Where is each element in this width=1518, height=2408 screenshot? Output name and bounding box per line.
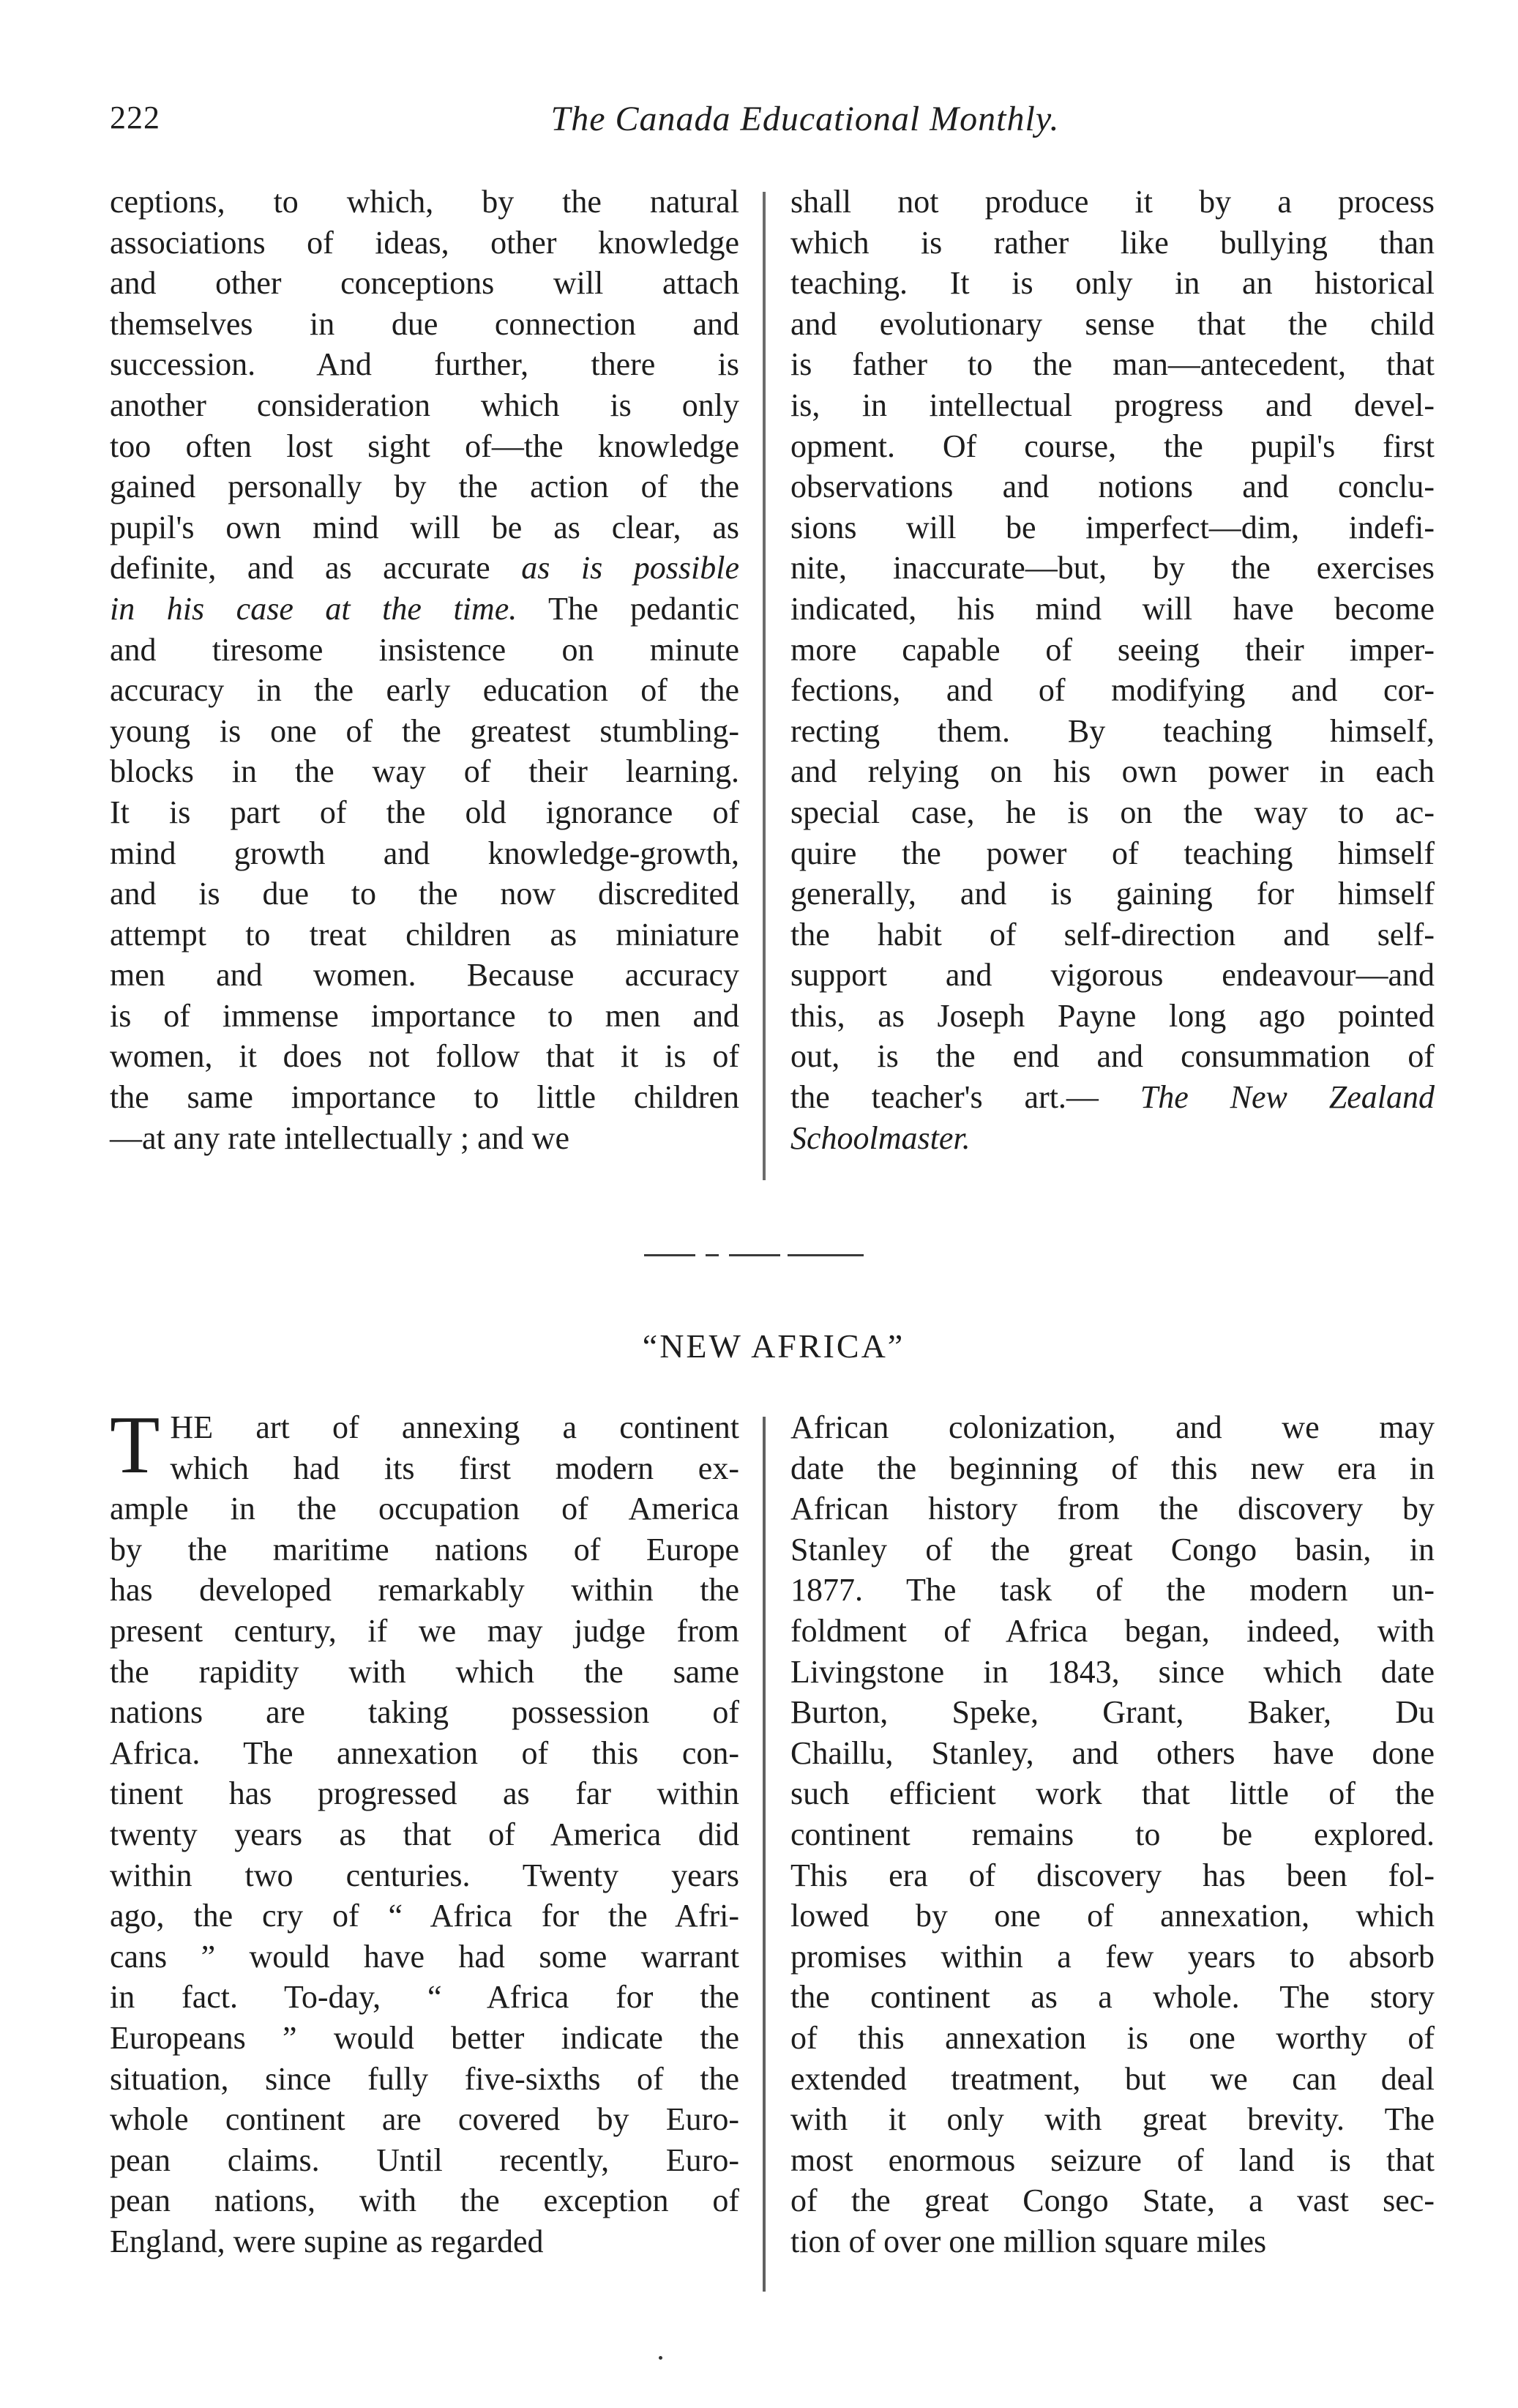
text-line: another consideration which is only	[110, 387, 739, 423]
text-line: has developed remarkably within the	[110, 1572, 739, 1609]
text-line: the habit of self-direction and self-	[790, 916, 1435, 953]
text-line: generally, and is gaining for himself	[790, 876, 1435, 912]
text-line: cans ” would have had some warrant	[110, 1938, 739, 1975]
text-line: Europeans ” would better indicate the	[110, 2019, 739, 2056]
text-line: pupil's own mind will be as clear, as	[110, 509, 739, 545]
text-line: foldment of Africa began, indeed, with	[790, 1612, 1435, 1649]
text-line: situation, since fully five-sixths of the	[110, 2060, 739, 2097]
text-line: lowed by one of annexation, which	[790, 1898, 1435, 1934]
text-line: within two centuries. Twenty years	[110, 1857, 739, 1893]
text-line: associations of ideas, other knowledge	[110, 224, 739, 261]
text-line: England, were supine as regarded	[110, 2223, 544, 2259]
column-3	[110, 1400, 739, 2262]
text-line: the continent as a whole. The story	[790, 1979, 1435, 2016]
text-line: too often lost sight of—the knowledge	[110, 428, 739, 464]
column-divider-top	[763, 192, 766, 1180]
text-line: Chaillu, Stanley, and others have done	[790, 1734, 1435, 1771]
text-line: teaching. It is only in an historical	[790, 265, 1435, 302]
text-line: young is one of the greatest stumbling-	[110, 712, 739, 749]
text-line: which is rather like bullying than	[790, 224, 1435, 261]
text-line: It is part of the old ignorance of	[110, 794, 739, 830]
text-line: twenty years as that of America did	[110, 1816, 739, 1852]
text-line: the same importance to little children	[110, 1079, 739, 1116]
text-line: is, in intellectual progress and devel-	[790, 387, 1435, 423]
text-line: succession. And further, there is	[110, 346, 739, 383]
text-line: African colonization, and we may	[790, 1409, 1435, 1445]
text-line: such efficient work that little of the	[790, 1775, 1435, 1812]
page-number: 222	[110, 100, 160, 135]
text-line: sions will be imperfect—dim, indefi-	[790, 509, 1435, 545]
drop-cap: T	[110, 1400, 160, 1491]
text-line: date the beginning of this new era in	[790, 1450, 1435, 1486]
text-line: 1877. The task of the modern un-	[790, 1572, 1435, 1609]
column-2	[790, 182, 1435, 1158]
text-line: the rapidity with which the same	[110, 1653, 739, 1690]
italic-emphasis: as is possible	[521, 550, 739, 586]
text-line: quire the power of teaching himself	[790, 835, 1435, 871]
text-line: ceptions, to which, by the natural	[110, 184, 739, 220]
text-line: in his case at the time. The pedantic	[110, 590, 739, 627]
text-line: whole continent are covered by Euro-	[110, 2101, 739, 2138]
text-line: tion of over one million square miles	[790, 2223, 1267, 2259]
column-1	[110, 182, 739, 1158]
column-4	[790, 1407, 1435, 2262]
text-line: special case, he is on the way to ac-	[790, 794, 1435, 830]
text-line: support and vigorous endeavour—and	[790, 957, 1435, 994]
text-line: in fact. To-day, “ Africa for the	[110, 1979, 739, 2016]
text-line: extended treatment, but we can deal	[790, 2060, 1435, 2097]
source-attribution: The New Zealand	[1098, 1079, 1435, 1116]
text-line: definite, and as accurate as is possible	[110, 550, 739, 586]
text-line: most enormous seizure of land is that	[790, 2142, 1435, 2178]
text-line: Africa. The annexation of this con-	[110, 1734, 739, 1771]
text-line: of this annexation is one worthy of	[790, 2019, 1435, 2056]
text-line: Schoolmaster.	[790, 1119, 971, 1156]
text-line: promises within a few years to absorb	[790, 1938, 1435, 1975]
text-line: observations and notions and conclu-	[790, 469, 1435, 505]
text-line: Stanley of the great Congo basin, in	[790, 1531, 1435, 1568]
text-line: this, as Joseph Payne long ago pointed	[790, 997, 1435, 1034]
text-line: and tiresome insistence on minute	[110, 631, 739, 668]
text-line: Livingstone in 1843, since which date	[790, 1653, 1435, 1690]
text-line: is of immense importance to men and	[110, 997, 739, 1034]
text-line: by the maritime nations of Europe	[110, 1531, 739, 1568]
text-line: continent remains to be explored.	[790, 1816, 1435, 1852]
italic-emphasis: in his case at the time.	[110, 590, 517, 627]
article-title: “NEW AFRICA”	[642, 1327, 905, 1365]
text-line: which had its first modern ex-	[170, 1450, 739, 1486]
text-line: of the great Congo State, a vast sec-	[790, 2183, 1435, 2219]
text-line: gained personally by the action of the	[110, 469, 739, 505]
text-line: more capable of seeing their imper-	[790, 631, 1435, 668]
text-line: with it only with great brevity. The	[790, 2101, 1435, 2138]
text-line: —at any rate intellectually ; and we	[110, 1119, 569, 1156]
text-line: and is due to the now discredited	[110, 876, 739, 912]
text-line: nations are taking possession of	[110, 1694, 739, 1731]
section-separator-rule	[644, 1254, 878, 1257]
running-header	[110, 99, 1420, 157]
text-line: women, it does not follow that it is of	[110, 1038, 739, 1075]
text-line: pean claims. Until recently, Euro-	[110, 2142, 739, 2178]
text-line: men and women. Because accuracy	[110, 957, 739, 994]
text-line: This era of discovery has been fol-	[790, 1857, 1435, 1893]
text-line: present century, if we may judge from	[110, 1612, 739, 1649]
text-line: blocks in the way of their learning.	[110, 753, 739, 790]
text-line: ample in the occupation of America	[110, 1491, 739, 1527]
text-line: nite, inaccurate—but, by the exercises	[790, 550, 1435, 586]
text-line: accuracy in the early education of the	[110, 672, 739, 709]
text-line: out, is the end and consummation of	[790, 1038, 1435, 1075]
text-line: themselves in due connection and	[110, 305, 739, 342]
text-line: attempt to treat children as miniature	[110, 916, 739, 953]
text-line: Burton, Speke, Grant, Baker, Du	[790, 1694, 1435, 1731]
text-line: African history from the discovery by	[790, 1491, 1435, 1527]
journal-title: The Canada Educational Monthly.	[550, 100, 1060, 138]
text-line: tinent has progressed as far within	[110, 1775, 739, 1812]
text-line: shall not produce it by a process	[790, 184, 1435, 220]
text-line: the teacher's art.— The New Zealand	[790, 1079, 1435, 1116]
text-line: and relying on his own power in each	[790, 753, 1435, 790]
text-line: HE art of annexing a continent	[170, 1409, 739, 1445]
text-line: is father to the man—antecedent, that	[790, 346, 1435, 383]
text-line: mind growth and knowledge-growth,	[110, 835, 739, 871]
text-line: ago, the cry of “ Africa for the Afri-	[110, 1898, 739, 1934]
text-line: opment. Of course, the pupil's first	[790, 428, 1435, 464]
print-speck	[659, 2356, 662, 2360]
column-divider-bottom	[763, 1417, 766, 2292]
text-line: pean nations, with the exception of	[110, 2183, 739, 2219]
text-line: fections, and of modifying and cor-	[790, 672, 1435, 709]
text-line: indicated, his mind will have become	[790, 590, 1435, 627]
text-line: and other conceptions will attach	[110, 265, 739, 302]
text-line: recting them. By teaching himself,	[790, 712, 1435, 749]
text-line: and evolutionary sense that the child	[790, 305, 1435, 342]
